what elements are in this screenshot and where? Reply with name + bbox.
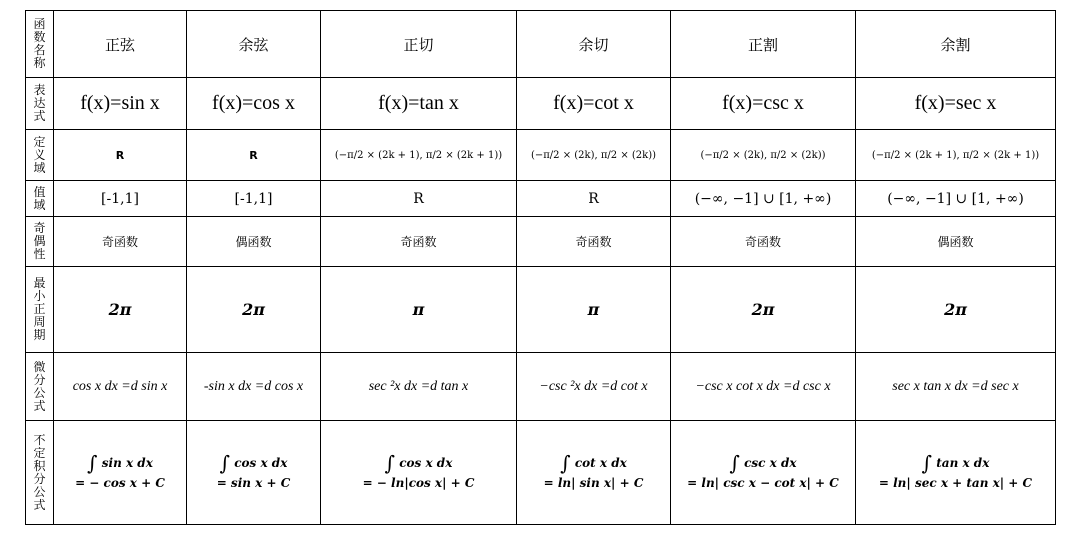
- parity-cell: 奇函数: [54, 217, 187, 267]
- integral-sign: ∫: [560, 450, 571, 475]
- row-expression: [26, 78, 1056, 130]
- row-header: 值域: [26, 181, 54, 217]
- row-differential: [26, 353, 1056, 421]
- row-header: 最小正周期: [26, 267, 54, 353]
- trig-table-container: [25, 10, 1056, 525]
- integrand: cos x dx: [399, 455, 453, 470]
- integrand: cos x dx: [234, 455, 288, 470]
- function-name-cell: 正弦: [54, 11, 187, 78]
- differential-cell: sec ²x dx =d tan x: [321, 353, 517, 421]
- row-header: 不定积分公式: [26, 421, 54, 525]
- expression-cell: f(x)=tan x: [321, 78, 517, 130]
- integral-sign: ∫: [921, 450, 933, 475]
- differential-cell: sec x tan x dx =d sec x: [856, 353, 1056, 421]
- domain-cell: R: [54, 130, 187, 181]
- row-domain: [26, 130, 1056, 181]
- row-header: 函数名称: [26, 11, 54, 78]
- domain-cell: (−π/2 × (2k), π/2 × (2k)): [517, 130, 671, 181]
- row-header: 奇偶性: [26, 217, 54, 267]
- integrand: cot x dx: [574, 455, 627, 470]
- integrand: sin x dx: [101, 455, 153, 470]
- domain-cell: (−π/2 × (2k + 1), π/2 × (2k + 1)): [856, 130, 1056, 181]
- row-parity: [26, 217, 1056, 267]
- period-cell: π: [517, 267, 671, 353]
- integral-result: = sin x + C: [216, 475, 291, 490]
- integral-result: = − cos x + C: [75, 475, 165, 490]
- trig-function-table: [25, 10, 1056, 525]
- integral-cell: [187, 421, 321, 525]
- integral-cell: [671, 421, 856, 525]
- parity-cell: 偶函数: [187, 217, 321, 267]
- integrand: csc x dx: [744, 455, 797, 470]
- function-name-cell: 余割: [856, 11, 1056, 78]
- period-cell: π: [321, 267, 517, 353]
- range-cell: (−∞, −1] ∪ [1, +∞): [671, 181, 856, 217]
- range-cell: [-1,1]: [187, 181, 321, 217]
- integral-sign: ∫: [87, 450, 98, 475]
- differential-cell: −csc ²x dx =d cot x: [517, 353, 671, 421]
- integral-sign: ∫: [729, 450, 740, 475]
- differential-cell: cos x dx =d sin x: [54, 353, 187, 421]
- parity-cell: 奇函数: [517, 217, 671, 267]
- range-cell: [-1,1]: [54, 181, 187, 217]
- period-cell: 2π: [187, 267, 321, 353]
- integral-cell: [517, 421, 671, 525]
- row-function-name: [26, 11, 1056, 78]
- integral-sign: ∫: [219, 450, 231, 475]
- range-cell: R: [321, 181, 517, 217]
- expression-cell: f(x)=sin x: [54, 78, 187, 130]
- domain-cell: R: [187, 130, 321, 181]
- integral-sign: ∫: [384, 450, 396, 475]
- parity-cell: 偶函数: [856, 217, 1056, 267]
- expression-cell: f(x)=sec x: [856, 78, 1056, 130]
- period-cell: 2π: [671, 267, 856, 353]
- expression-cell: f(x)=csc x: [671, 78, 856, 130]
- differential-cell: −csc x cot x dx =d csc x: [671, 353, 856, 421]
- integral-cell: [856, 421, 1056, 525]
- period-cell: 2π: [54, 267, 187, 353]
- function-name-cell: 正切: [321, 11, 517, 78]
- parity-cell: 奇函数: [671, 217, 856, 267]
- expression-cell: f(x)=cot x: [517, 78, 671, 130]
- integral-cell: [321, 421, 517, 525]
- period-cell: 2π: [856, 267, 1056, 353]
- integrand: tan x dx: [936, 455, 990, 470]
- row-header: 定义域: [26, 130, 54, 181]
- domain-cell: (−π/2 × (2k + 1), π/2 × (2k + 1)): [321, 130, 517, 181]
- row-range: [26, 181, 1056, 217]
- integral-result: = ln| sin x| + C: [543, 475, 644, 490]
- row-period: [26, 267, 1056, 353]
- row-header: 微分公式: [26, 353, 54, 421]
- domain-cell: (−π/2 × (2k), π/2 × (2k)): [671, 130, 856, 181]
- function-name-cell: 正割: [671, 11, 856, 78]
- integral-cell: [54, 421, 187, 525]
- integral-result: = ln| sec x + tan x| + C: [878, 475, 1033, 490]
- row-integral: [26, 421, 1056, 525]
- row-header: 表达式: [26, 78, 54, 130]
- range-cell: (−∞, −1] ∪ [1, +∞): [856, 181, 1056, 217]
- function-name-cell: 余弦: [187, 11, 321, 78]
- expression-cell: f(x)=cos x: [187, 78, 321, 130]
- integral-result: = − ln|cos x| + C: [362, 475, 475, 490]
- parity-cell: 奇函数: [321, 217, 517, 267]
- integral-result: = ln| csc x − cot x| + C: [687, 475, 839, 490]
- range-cell: R: [517, 181, 671, 217]
- function-name-cell: 余切: [517, 11, 671, 78]
- differential-cell: -sin x dx =d cos x: [187, 353, 321, 421]
